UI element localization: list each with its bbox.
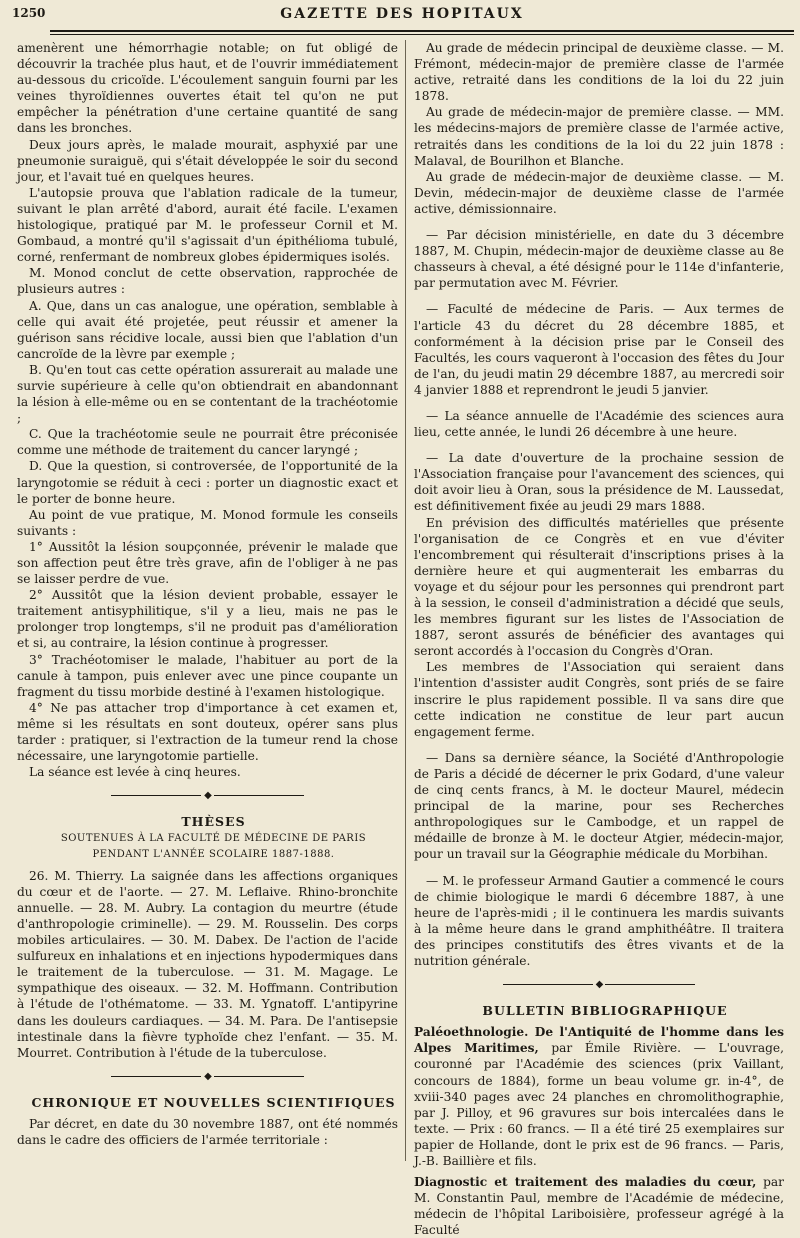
- paragraph: — Par décision ministérielle, en date du 3 décembre 1887, M. Chupin, médecin-major de deuxième classe au 8e chasseurs à cheval, a été désigné pour le 114e d'infanterie, par permutation avec M. Février.: [414, 228, 784, 291]
- paragraph: 4° Ne pas attacher trop d'importance à cet examen et, même si les résultats en sont douteux, opérer sans plus tarder : pratiquer, si l'extraction de la tumeur rend la chose nécessaire, une laryngotomie partielle.: [17, 700, 398, 764]
- paragraph: C. Que la trachéotomie seule ne pourrait être préconisée comme une méthode de traitement du cancer laryngé ;: [17, 427, 398, 458]
- right-column: [414, 40, 784, 1238]
- paragraph: B. Qu'en tout cas cette opération assurerait au malade une survie supérieure à celle qu'on obtiendrait en abandonnant la lésion à elle-même ou en se contentant de la trachéotomie ;: [17, 362, 398, 426]
- left-column: [17, 40, 398, 1161]
- theses-subheading: SOUTENUES À LA FACULTÉ DE MÉDECINE DE PARIS: [60, 832, 367, 844]
- paragraph: D. Que la question, si controversée, de l'opportunité de la laryngotomie se réduit à ceci : porter un diagnostic exact et le porter de bonne heure.: [17, 459, 398, 506]
- page-number: 1250: [12, 6, 46, 20]
- paragraph: Deux jours après, le malade mourait, asphyxié par une pneumonie suraiguë, qui s'était développée le soir du second jour, et l'avait tué en quelques heures.: [17, 137, 398, 184]
- paragraph: 2° Aussitôt que la lésion devient probable, essayer le traitement antisyphilitique, s'il y a lieu, mais ne pas le prolonger trop longtemps, s'il ne produit pas d'amélioration et si, au contraire, la lésion continue à progresser.: [17, 588, 398, 651]
- bulletin-heading: BULLETIN BIBLIOGRAPHIQUE: [482, 1003, 728, 1019]
- paragraph: Au grade de médecin-major de première classe. — MM. les médecins-majors de première classe de l'armée active, retraités dans les conditions de la loi du 22 juin 1878 : Malaval, de Bourilhon et Blanche.: [414, 105, 784, 168]
- header-rule-thin: [50, 34, 794, 35]
- bibliography-entry: [414, 1024, 784, 1169]
- paragraph: En prévision des difficultés matérielles que présente l'organisation de ce Congrès et en vue d'éviter l'encombrement qui résulterait d'inscriptions prises à la dernière heure et qui augmenterait les embarras du voyage et du séjour pour les personnes qui prendront part à la session, le conseil d'administration a décidé que seuls, les membres figurant sur les listes de l'Association de 1887, seront assurés de bénéficier des avantages qui seront accordés à l'occasion du Congrès d'Oran.: [414, 515, 784, 659]
- theses-subheading: PENDANT L'ANNÉE SCOLAIRE 1887-1888.: [92, 848, 335, 860]
- section-ornament: ◆: [414, 977, 784, 993]
- paragraph: M. Monod conclut de cette observation, rapprochée de plusieurs autres :: [17, 266, 398, 297]
- page-header: [10, 2, 794, 38]
- column-divider: [405, 40, 406, 1161]
- paragraph: Au grade de médecin principal de deuxième classe. — M. Frémont, médecin-major de première classe de l'armée active, retraité dans les conditions de la loi du 22 juin 1878.: [414, 41, 784, 104]
- paragraph: L'autopsie prouva que l'ablation radicale de la tumeur, suivant le plan arrêté d'abord, aurait été facile. L'examen histologique, pratiqué par M. le professeur Cornil et M. Gombaud, a montré qu'il s'agissait d'un épithélioma tubulé, corné, renfermant de nombreux globes épidermiques isolés.: [17, 185, 398, 265]
- paragraph: — Faculté de médecine de Paris. — Aux termes de l'article 43 du décret du 28 décembre 1885, et conformément à la décision prise par le Conseil des Facultés, les cours vaqueront à l'occasion des fêtes du Jour de l'an, du jeudi matin 29 décembre 1887, au mercredi soir 4 janvier 1888 et reprendront le jeudi 5 janvier.: [414, 302, 784, 397]
- chronique-heading: CHRONIQUE ET NOUVELLES SCIENTIFIQUES: [31, 1094, 396, 1110]
- paragraph: Au grade de médecin-major de deuxième classe. — M. Devin, médecin-major de deuxième classe de l'armée active, démissionnaire.: [414, 169, 784, 216]
- section-ornament: ◆: [17, 1069, 398, 1085]
- header-rule: [50, 30, 794, 32]
- paragraph: — La date d'ouverture de la prochaine session de l'Association française pour l'avancement des sciences, qui doit avoir lieu à Oran, sous la présidence de M. Laussedat, est définitivement fixée au jeudi 29 mars 1888.: [414, 451, 784, 514]
- paragraph: 1° Aussitôt la lésion soupçonnée, prévenir le malade que son affection peut être très grave, afin de l'obliger à ne pas se laisser perdre de vue.: [17, 539, 398, 587]
- paragraph: — M. le professeur Armand Gautier a commencé le cours de chimie biologique le mardi 6 décembre 1887, à une heure de l'après-midi ; il le continuera les mardis suivants à la même heure dans le grand amphithéâtre. Il traitera des principes constitutifs des êtres vivants et de la nutrition générale.: [414, 873, 784, 968]
- paragraph: amenèrent une hémorrhagie notable; on fut obligé de découvrir la trachée plus haut, et de l'ouvrir immédiatement au-dessous du cricoïde. L'écoulement sanguin fourni par les veines thyroïdiennes ouvertes était tel qu'on ne put empêcher la pénétration d'une certaine quantité de sang dans les bronches.: [17, 41, 398, 136]
- paragraph: — La séance annuelle de l'Académie des sciences aura lieu, cette année, le lundi 26 décembre à une heure.: [414, 408, 784, 440]
- paragraph: Par décret, en date du 30 novembre 1887, ont été nommés dans le cadre des officiers de l'armée territoriale :: [17, 1117, 398, 1148]
- theses-list: 26. M. Thierry. La saignée dans les affections organiques du cœur et de l'aorte. — 27. M. Leflaive. Rhino-bronchite annuelle. — 28. M. Aubry. La contagion du meurtre (étude d'anthropologie criminelle). — 29. M. Rousselin. Des corps mobiles articulaires. — 30. M. Dabex. De l'action de l'acide sulfureux en inhalations et en injections hypodermiques dans le traitement de la tuberculose. — 31. M. Magage. Le sympathique des oiseaux. — 32. M. Hoffmann. Contribution à l'étude de l'othématome. — 33. M. Ygnatoff. L'antipyrine dans les douleurs cardiaques. — 34. M. Para. De l'antisepsie intestinale dans la fièvre typhoïde chez l'enfant. — 35. M. Mourret. Contribution à l'étude de la tuberculose.: [17, 868, 398, 1060]
- paragraph: — Dans sa dernière séance, la Société d'Anthropologie de Paris a décidé de décerner le prix Godard, d'une valeur de cinq cents francs, à M. le docteur Maurel, médecin principal de la marine, pour ses Recherches anthropologiques sur le Cambodge, et un rappel de médaille de bronze à M. le docteur Atgier, médecin-major, pour un travail sur la Géographie médicale du Morbihan.: [414, 750, 784, 862]
- section-ornament: ◆: [17, 788, 398, 804]
- theses-heading: THÈSES: [181, 814, 246, 830]
- bibliography-entry: [414, 1174, 784, 1238]
- paragraph: 3° Trachéotomiser le malade, l'habituer au port de la canule à tampon, puis enlever avec une pince coupante un fragment du tissu morbide destiné à l'examen histologique.: [17, 652, 398, 699]
- journal-title: GAZETTE DES HOPITAUX: [280, 6, 524, 22]
- book-details: par Émile Rivière. — L'ouvrage, couronné par l'Académie des sciences (prix Vaillant, concours de 1884), forme un beau volume gr. in-4°, de xviii-340 pages avec 24 planches en chromolithographie, par J. Pilloy, et 96 gravures sur bois intercalées dans le texte. — Prix : 60 francs. — Il a été tiré 25 exemplaires sur papier de Hollande, dont le prix est de 96 francs. — Paris, J.-B. Baillière et fils.: [414, 1041, 784, 1168]
- paragraph: Les membres de l'Association qui seraient dans l'intention d'assister audit Congrès, sont priés de se faire inscrire le plus rapidement possible. Il va sans dire que cette indication ne constitue de leur part aucun engagement ferme.: [414, 660, 784, 739]
- book-details: par M. Constantin Paul, membre de l'Académie de médecine, médecin de l'hôpital Lariboisière, professeur agrégé à la Faculté: [414, 1175, 784, 1238]
- paragraph: A. Que, dans un cas analogue, une opération, semblable à celle qui avait été projetée, peut réussir et amener la guérison sans récidive locale, aussi bien que l'ablation d'un cancroïde de la lèvre par exemple ;: [17, 298, 398, 361]
- book-title: Paléoethnologie. De l'Antiquité de l'homme dans les Alpes Maritimes,: [414, 1025, 784, 1056]
- paragraph: La séance est levée à cinq heures.: [29, 765, 241, 780]
- paragraph: Au point de vue pratique, M. Monod formule les conseils suivants :: [17, 507, 398, 538]
- book-title: Diagnostic et traitement des maladies du cœur,: [414, 1175, 757, 1190]
